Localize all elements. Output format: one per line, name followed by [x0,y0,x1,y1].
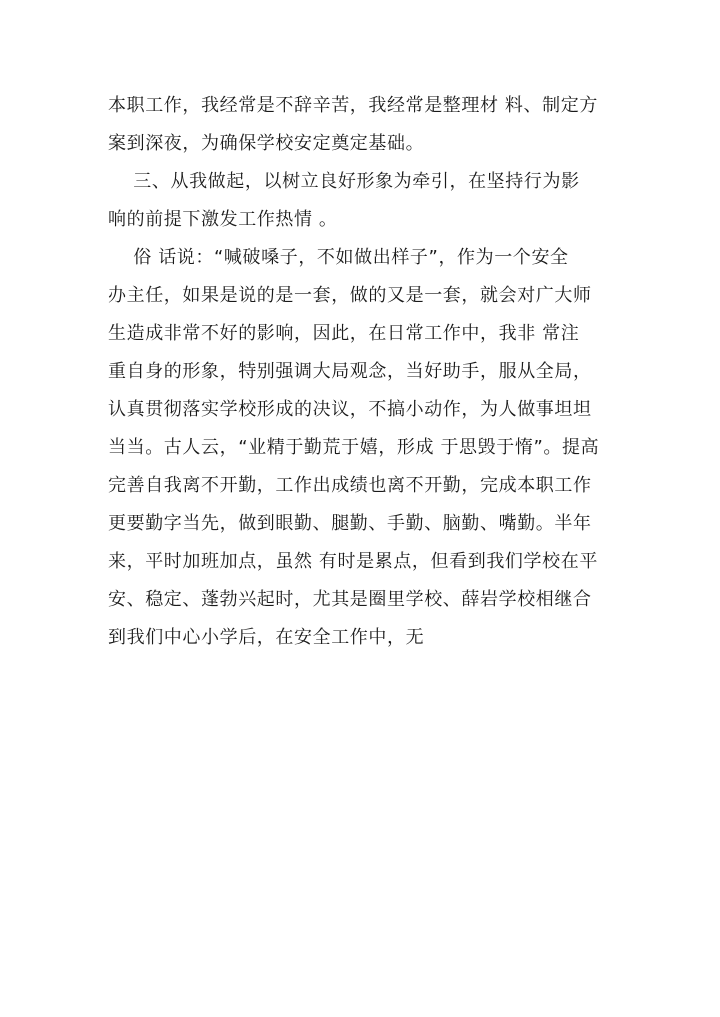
text-line: 本职工作，我经常是不辞辛苦，我经常是整理材 料、制定方 [108,95,598,116]
text-line: 响的前提下激发工作热情 。 [108,209,338,230]
text-line: 来，平时加班加点，虽然 有时是累点，但看到我们学校在平 [108,551,598,572]
text-line: 安、稳定、蓬勃兴起时，尤其是圈里学校、薛岩学校相继合 [108,589,592,610]
text-line: 办主任，如果是说的是一套，做的又是一套，就会对广大师 [108,285,592,306]
body-text [108,87,612,657]
text-line: 生造成非常不好的影响，因此，在日常工作中，我非 常注 [108,323,580,344]
text-line: 到我们中心小学后，在安全工作中，无 [108,627,425,648]
text-line: 认真贯彻落实学校形成的决议，不搞小动作，为人做事坦坦 [108,399,592,420]
text-line: 当当。古人云，“业精于勤荒于嬉，形成 于思毁于惰”。提高 [108,437,600,458]
text-line: 三、从我做起，以树立良好形象为牵引，在坚持行为影 [108,171,580,192]
text-line: 俗 话说：“喊破嗓子，不如做出样子”，作为一个安全 [108,247,569,268]
text-line: 重自身的形象，特别强调大局观念，当好助手，服从全局， [108,361,592,382]
text-line: 完善自我离不开勤，工作出成绩也离不开勤，完成本职工作 [108,475,592,496]
text-line: 案到深夜，为确保学校安定奠定基础。 [108,133,425,154]
text-line: 更要勤字当先，做到眼勤、腿勤、手勤、脑勤、嘴勤。半年 [108,513,592,534]
